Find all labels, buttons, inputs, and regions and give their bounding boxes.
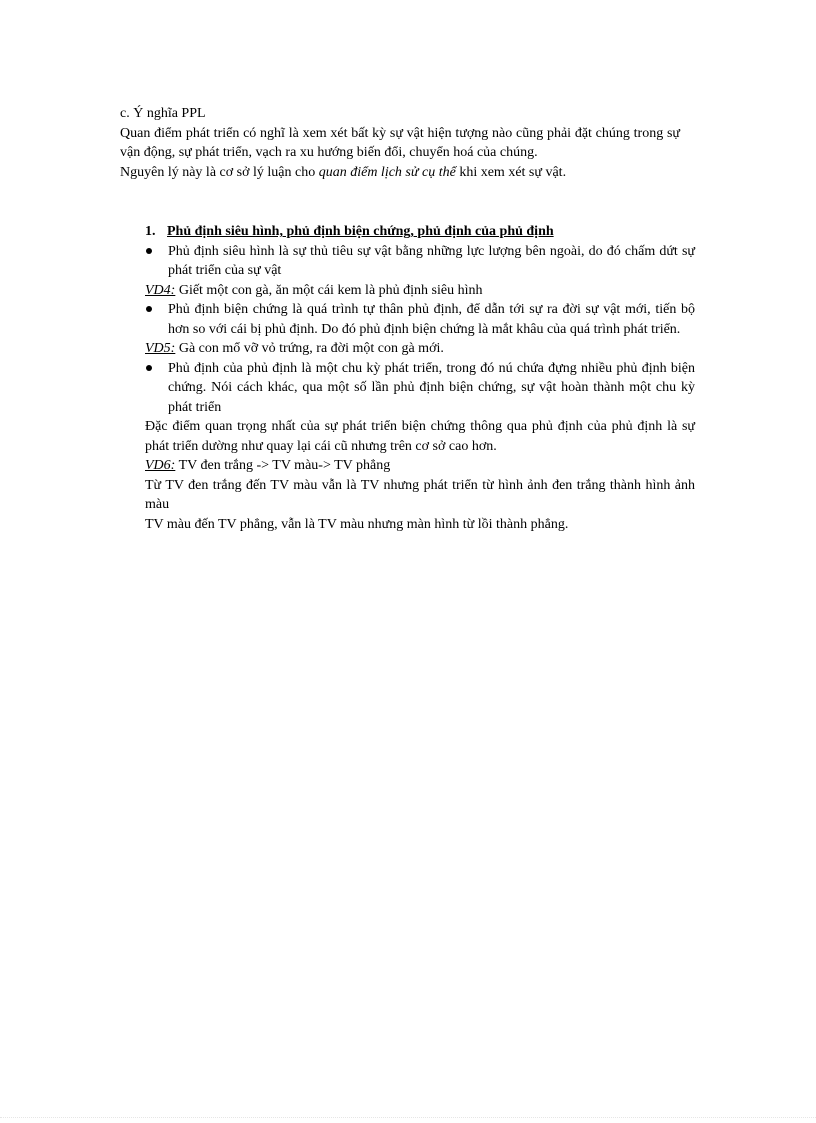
bullet-text: Phủ định của phủ định là một chu kỳ phát triển, trong đó nú chứa đựng nhiều phủ định biện chứng. Nói cách khác, qua một số lần phủ định biện chứng, sự vật hoàn thành một chu kỳ phát triển (168, 360, 695, 415)
heading-text: Phủ định siêu hình, phủ định biện chứng, phủ định của phủ định (167, 224, 554, 239)
development-view-paragraph: Quan điểm phát triển có nghĩ là xem xét bất kỳ sự vật hiện tượng nào cũng phải đặt chúng trong sự vận động, sự phát triển, vạch ra xu hướng biến đổi, chuyển hoá của chúng. (120, 125, 680, 160)
bullet-text: Phủ định siêu hình là sự thủ tiêu sự vật bằng những lực lượng bên ngoài, do đó chấm dứt sự phát triển của sự vật (168, 243, 695, 278)
principle-paragraph (120, 163, 680, 183)
principle-emphasis: quan điểm lịch sử cụ thể (318, 164, 456, 180)
bullet-negation-of-negation (145, 359, 695, 418)
principle-text-end: khi xem xét sự vật. (455, 164, 567, 180)
negation-heading (145, 222, 695, 242)
negation-section (145, 222, 695, 534)
example-text: TV đen trắng -> TV màu-> TV phẳng (175, 458, 391, 473)
tv-paragraph-2: TV màu đến TV phẳng, vẫn là TV màu nhưng màn hình từ lồi thành phẳng. (145, 516, 569, 532)
principle-text-start: Nguyên lý này là cơ sở lý luận cho (120, 164, 319, 180)
example-label: VD5: (145, 341, 176, 356)
feature-paragraph: Đặc điểm quan trọng nhất của sự phát triển biện chứng thông qua phủ định của phủ định là sự phát triển dường như quay lại cái cũ nhưng trên cơ sở cao hơn. (145, 419, 695, 454)
example-vd6 (145, 456, 695, 476)
example-vd5 (145, 339, 695, 359)
section-title: c. Ý nghĩa PPL (120, 106, 206, 121)
example-label: VD6: (145, 458, 176, 473)
example-vd4 (145, 281, 695, 301)
bullet-metaphysical-negation (145, 242, 695, 281)
example-label: VD4: (145, 282, 176, 298)
bullet-text: Phủ định biện chứng là quá trình tự thân phủ định, để dẫn tới sự ra đời sự vật mới, tiến bộ hơn so với cái bị phủ định. Do đó phủ định biện chứng là mắt khâu của quá trình phát triển. (168, 302, 695, 337)
tv-paragraph-1: Từ TV đen trắng đến TV màu vẫn là TV nhưng phát triển từ hình ảnh đen trắng thành hình ảnh màu (145, 477, 695, 512)
heading-number: 1. (145, 224, 156, 239)
page-bottom-edge (0, 1117, 816, 1118)
intro-block (120, 104, 680, 182)
example-text: Giết một con gà, ăn một cái kem là phủ định siêu hình (175, 282, 483, 298)
example-text: Gà con mổ vỡ vỏ trứng, ra đời một con gà mới. (175, 341, 444, 356)
bullet-dialectical-negation (145, 300, 695, 339)
